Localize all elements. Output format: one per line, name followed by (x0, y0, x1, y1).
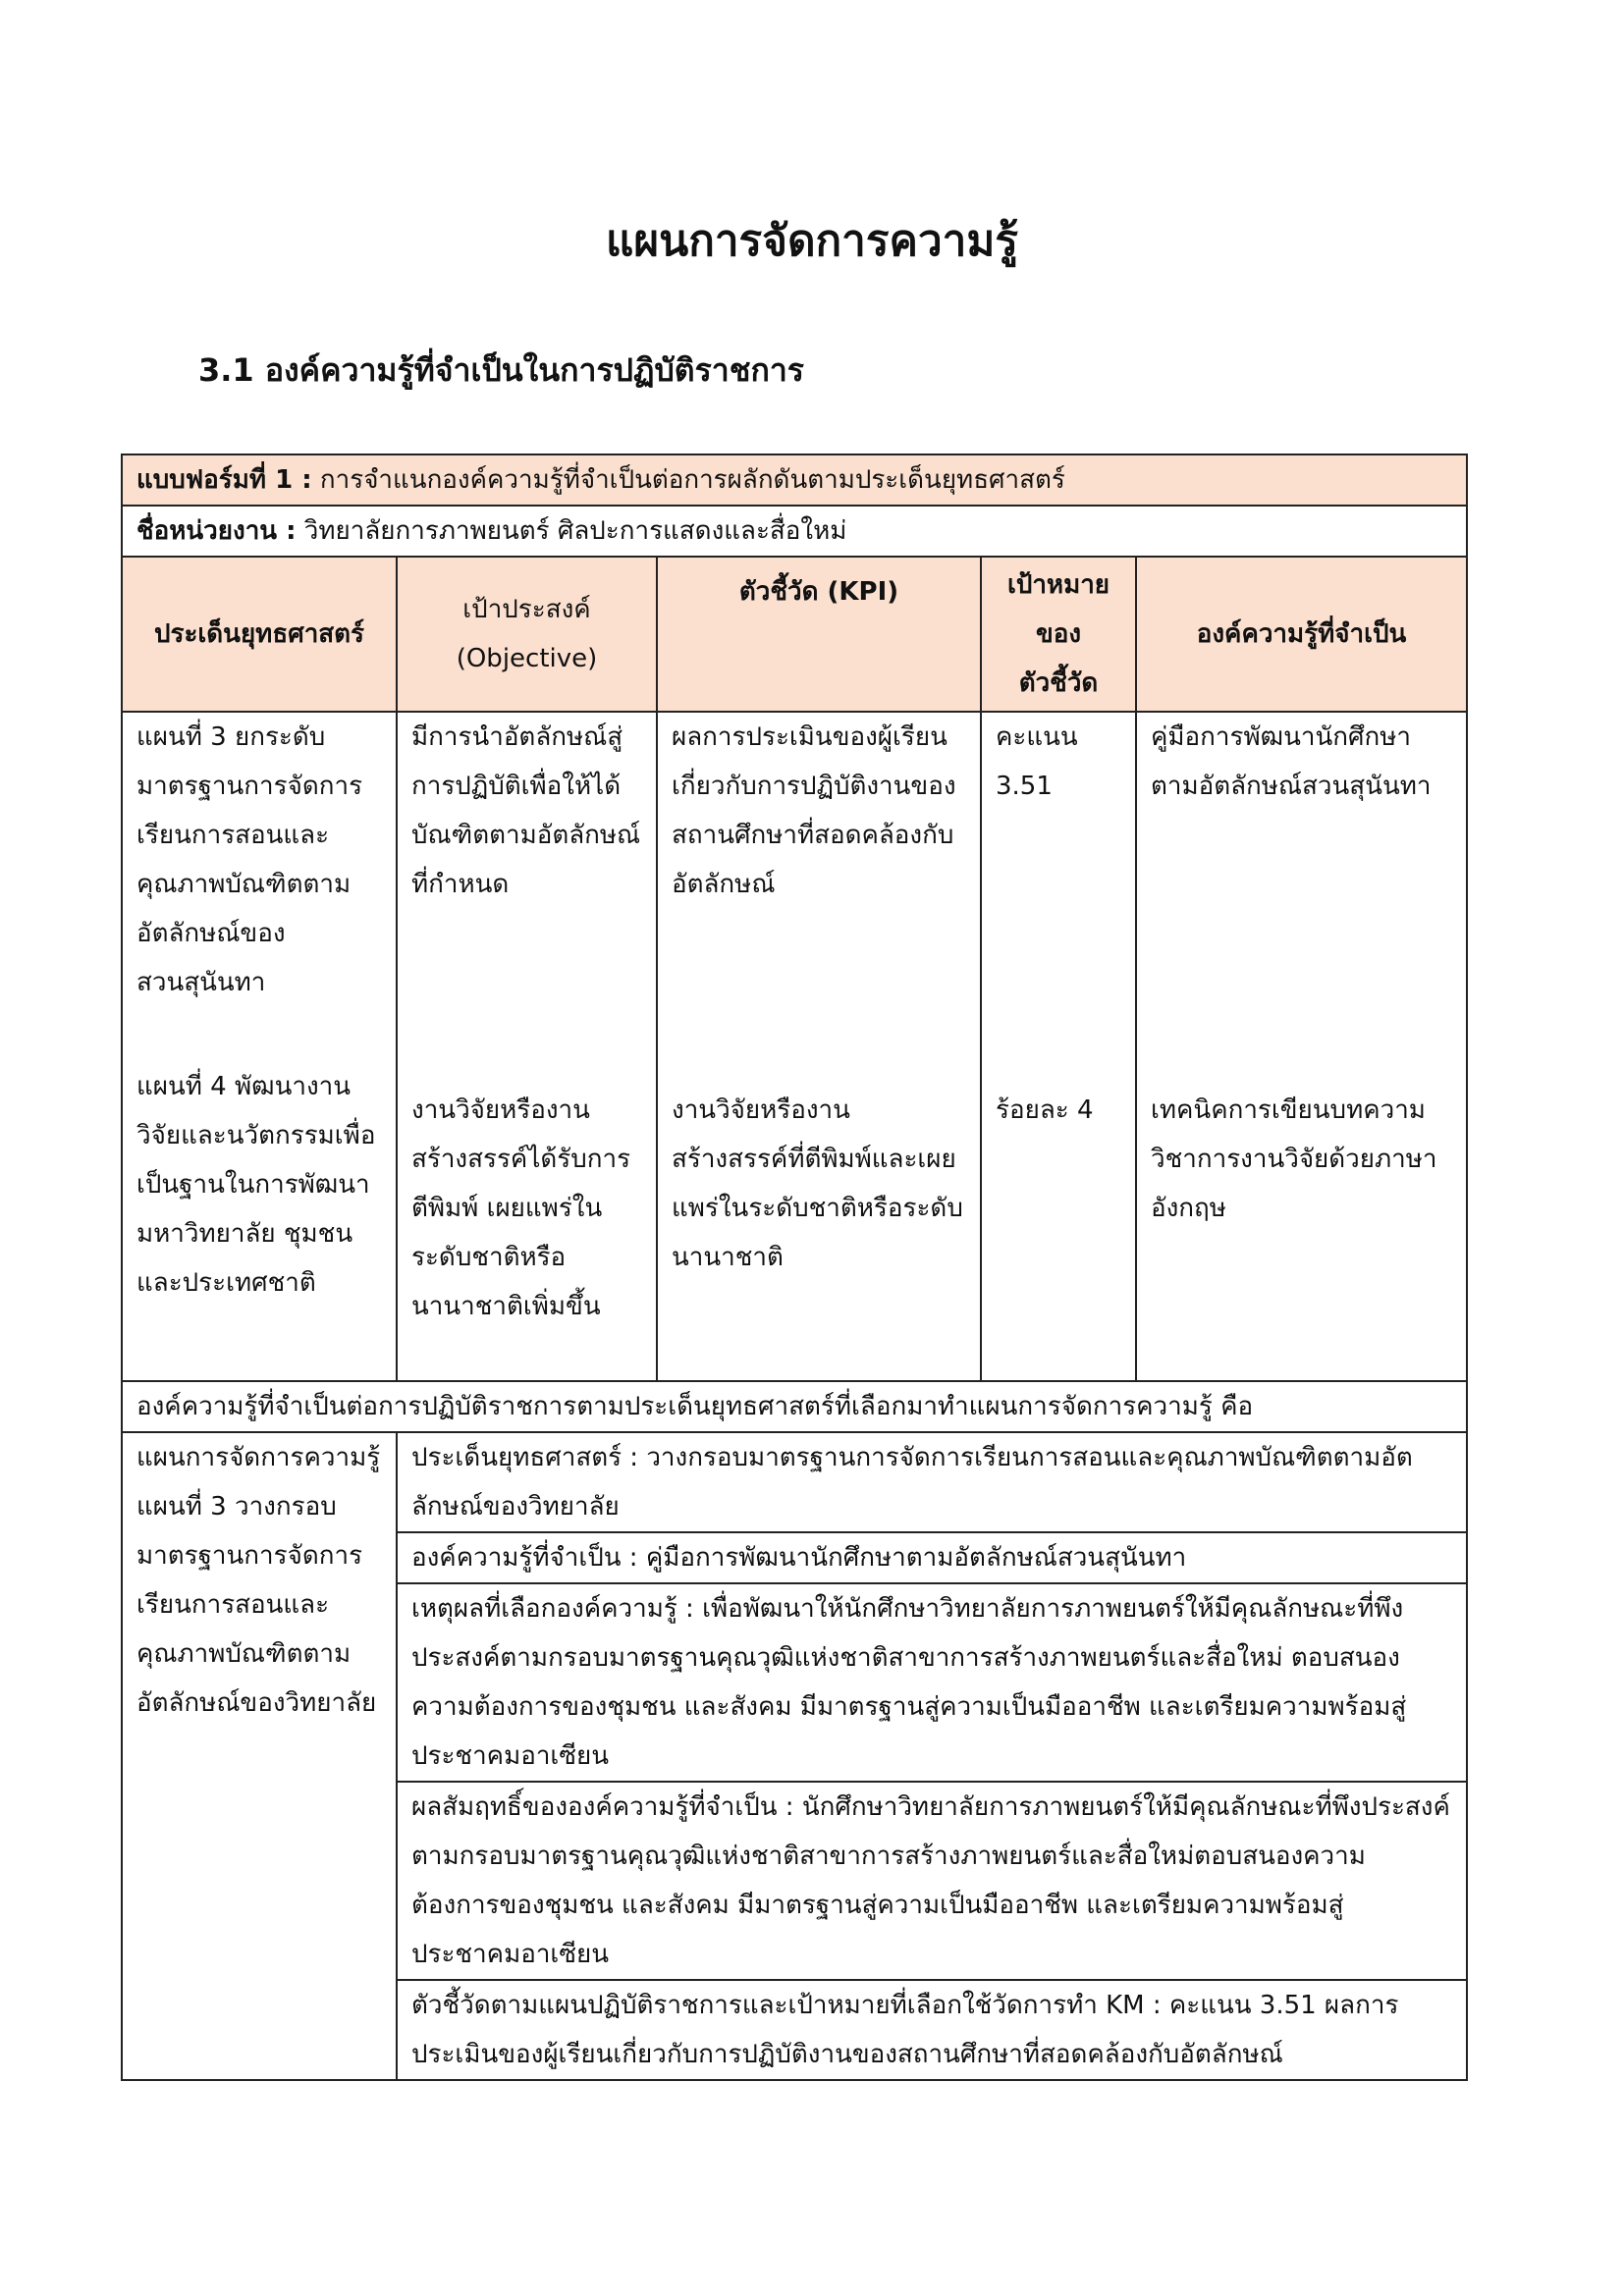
header-row (122, 557, 1467, 712)
plan-4-strategy: แผนที่ 4 พัฒนางานวิจัยและนวัตกรรมเพื่อเป็นฐานในการพัฒนามหาวิทยาลัย ชุมชนและประเทศชาติ (136, 1072, 376, 1298)
unit-label: ชื่อหน่วยงาน : (136, 516, 297, 546)
header-target-1: เป้าหมาย (1006, 570, 1110, 600)
plan-3-kpi: ผลการประเมินของผู้เรียนเกี่ยวกับการปฏิบัติงานของสถานศึกษาที่สอดคล้องกับอัตลักษณ์ (672, 722, 956, 899)
form-label: แบบฟอร์มที่ 1 : (136, 465, 312, 495)
plan-4-knowledge: เทคนิคการเขียนบทความวิชาการงานวิจัยด้วยภาษาอังกฤษ (1151, 1095, 1437, 1223)
plan-4-kpi: งานวิจัยหรืองานสร้างสรรค์ที่ตีพิมพ์และเผยแพร่ในระดับชาติหรือระดับนานาชาติ (672, 1095, 963, 1272)
header-kpi: ตัวชี้วัด (KPI) (657, 557, 981, 712)
plan-3-objective: มีการนำอัตลักษณ์สู่การปฏิบัติเพื่อให้ได้บัณฑิตตามอัตลักษณ์ที่กำหนด (411, 722, 641, 899)
plans-row (122, 712, 1467, 1381)
form-value: การจำแนกองค์ความรู้ที่จำเป็นต่อการผลักดันตามประเด็นยุทธศาสตร์ (319, 465, 1065, 495)
plan-3-strategy: แผนที่ 3 ยกระดับมาตรฐานการจัดการเรียนการสอนและคุณภาพบัณฑิตตามอัตลักษณ์ของสวนสุนันทา (136, 722, 363, 997)
header-objective-en: (Objective) (456, 644, 598, 673)
plan-3-knowledge: คู่มือการพัฒนานักศึกษาตามอัตลักษณ์สวนสุนันทา (1151, 722, 1432, 801)
kpi-cell (657, 712, 981, 1381)
summary-statement: องค์ความรู้ที่จำเป็นต่อการปฏิบัติราชการตามประเด็นยุทธศาสตร์ที่เลือกมาทำแผนการจัดการความรู้ คือ (122, 1381, 1467, 1432)
plan-4-target: ร้อยละ 4 (996, 1095, 1094, 1125)
unit-cell (122, 506, 1467, 557)
plan-3-target-value: 3.51 (996, 772, 1053, 801)
km-plan-name: แผนการจัดการความรู้แผนที่ 3 วางกรอบมาตรฐานการจัดการเรียนการสอนและคุณภาพบัณฑิตตามอัตลักษณ์ของวิทยาลัย (122, 1432, 397, 2080)
header-target-2: ของ (1035, 619, 1082, 649)
header-strategy: ประเด็นยุทธศาสตร์ (122, 557, 397, 712)
plan-3-target-label: คะแนน (996, 722, 1078, 752)
form-cell (122, 454, 1467, 506)
km-reason: เหตุผลที่เลือกองค์ความรู้ : เพื่อพัฒนาให้นักศึกษาวิทยาลัยการภาพยนตร์ให้มีคุณลักษณะที่พึงประสงค์ตามกรอบมาตรฐานคุณวุฒิแห่งชาติสาขาการสร้างภาพยนตร์และสื่อใหม่ ตอบสนองความต้องการของชุมชน และสังคม มีมาตรฐานสู่ความเป็นมืออาชีพ และเตรียมความพร้อมสู่ประชาคมอาเซียน (397, 1583, 1467, 1782)
header-target-3: ตัวชี้วัด (1018, 668, 1099, 698)
unit-row (122, 506, 1467, 557)
page-title: แผนการจัดการความรู้ (605, 216, 1019, 266)
km-indicator: ตัวชี้วัดตามแผนปฏิบัติราชการและเป้าหมายที่เลือกใช้วัดการทำ KM : คะแนน 3.51 ผลการประเมินของผู้เรียนเกี่ยวกับการปฏิบัติงานของสถานศึกษาที่สอดคล้องกับอัตลักษณ์ (397, 1980, 1467, 2080)
section-heading: 3.1 องค์ความรู้ที่จำเป็นในการปฏิบัติราชการ (198, 351, 804, 389)
header-objective-th: เป้าประสงค์ (462, 595, 591, 624)
target-cell (981, 712, 1136, 1381)
form-row (122, 454, 1467, 506)
plan-4-objective: งานวิจัยหรืองานสร้างสรรค์ได้รับการตีพิมพ์ เผยแพร่ในระดับชาติหรือนานาชาติเพิ่มขึ้น (411, 1095, 631, 1321)
unit-value: วิทยาลัยการภาพยนตร์ ศิลปะการแสดงและสื่อใหม่ (303, 516, 847, 546)
plan-3-target (996, 713, 1121, 1031)
objective-cell (397, 712, 657, 1381)
header-objective (397, 557, 657, 712)
km-outcome: ผลสัมฤทธิ์ขององค์ความรู้ที่จำเป็น : นักศึกษาวิทยาลัยการภาพยนตร์ให้มีคุณลักษณะที่พึงประสงค์ตามกรอบมาตรฐานคุณวุฒิแห่งชาติสาขาการสร้างภาพยนตร์และสื่อใหม่ตอบสนองความต้องการของชุมชน และสังคม มีมาตรฐานสู่ความเป็นมืออาชีพ และเตรียมความพร้อมสู่ประชาคมอาเซียน (397, 1782, 1467, 1980)
summary-row (122, 1381, 1467, 1432)
km-strategy-row (122, 1432, 1467, 1532)
km-strategy: ประเด็นยุทธศาสตร์ : วางกรอบมาตรฐานการจัดการเรียนการสอนและคุณภาพบัณฑิตตามอัตลักษณ์ของวิทยาลัย (397, 1432, 1467, 1532)
knowledge-table (121, 454, 1468, 2081)
header-target (981, 557, 1136, 712)
strategy-cell (122, 712, 397, 1381)
header-knowledge: องค์ความรู้ที่จำเป็น (1136, 557, 1467, 712)
km-knowledge: องค์ความรู้ที่จำเป็น : คู่มือการพัฒนานักศึกษาตามอัตลักษณ์สวนสุนันทา (397, 1532, 1467, 1583)
knowledge-cell (1136, 712, 1467, 1381)
